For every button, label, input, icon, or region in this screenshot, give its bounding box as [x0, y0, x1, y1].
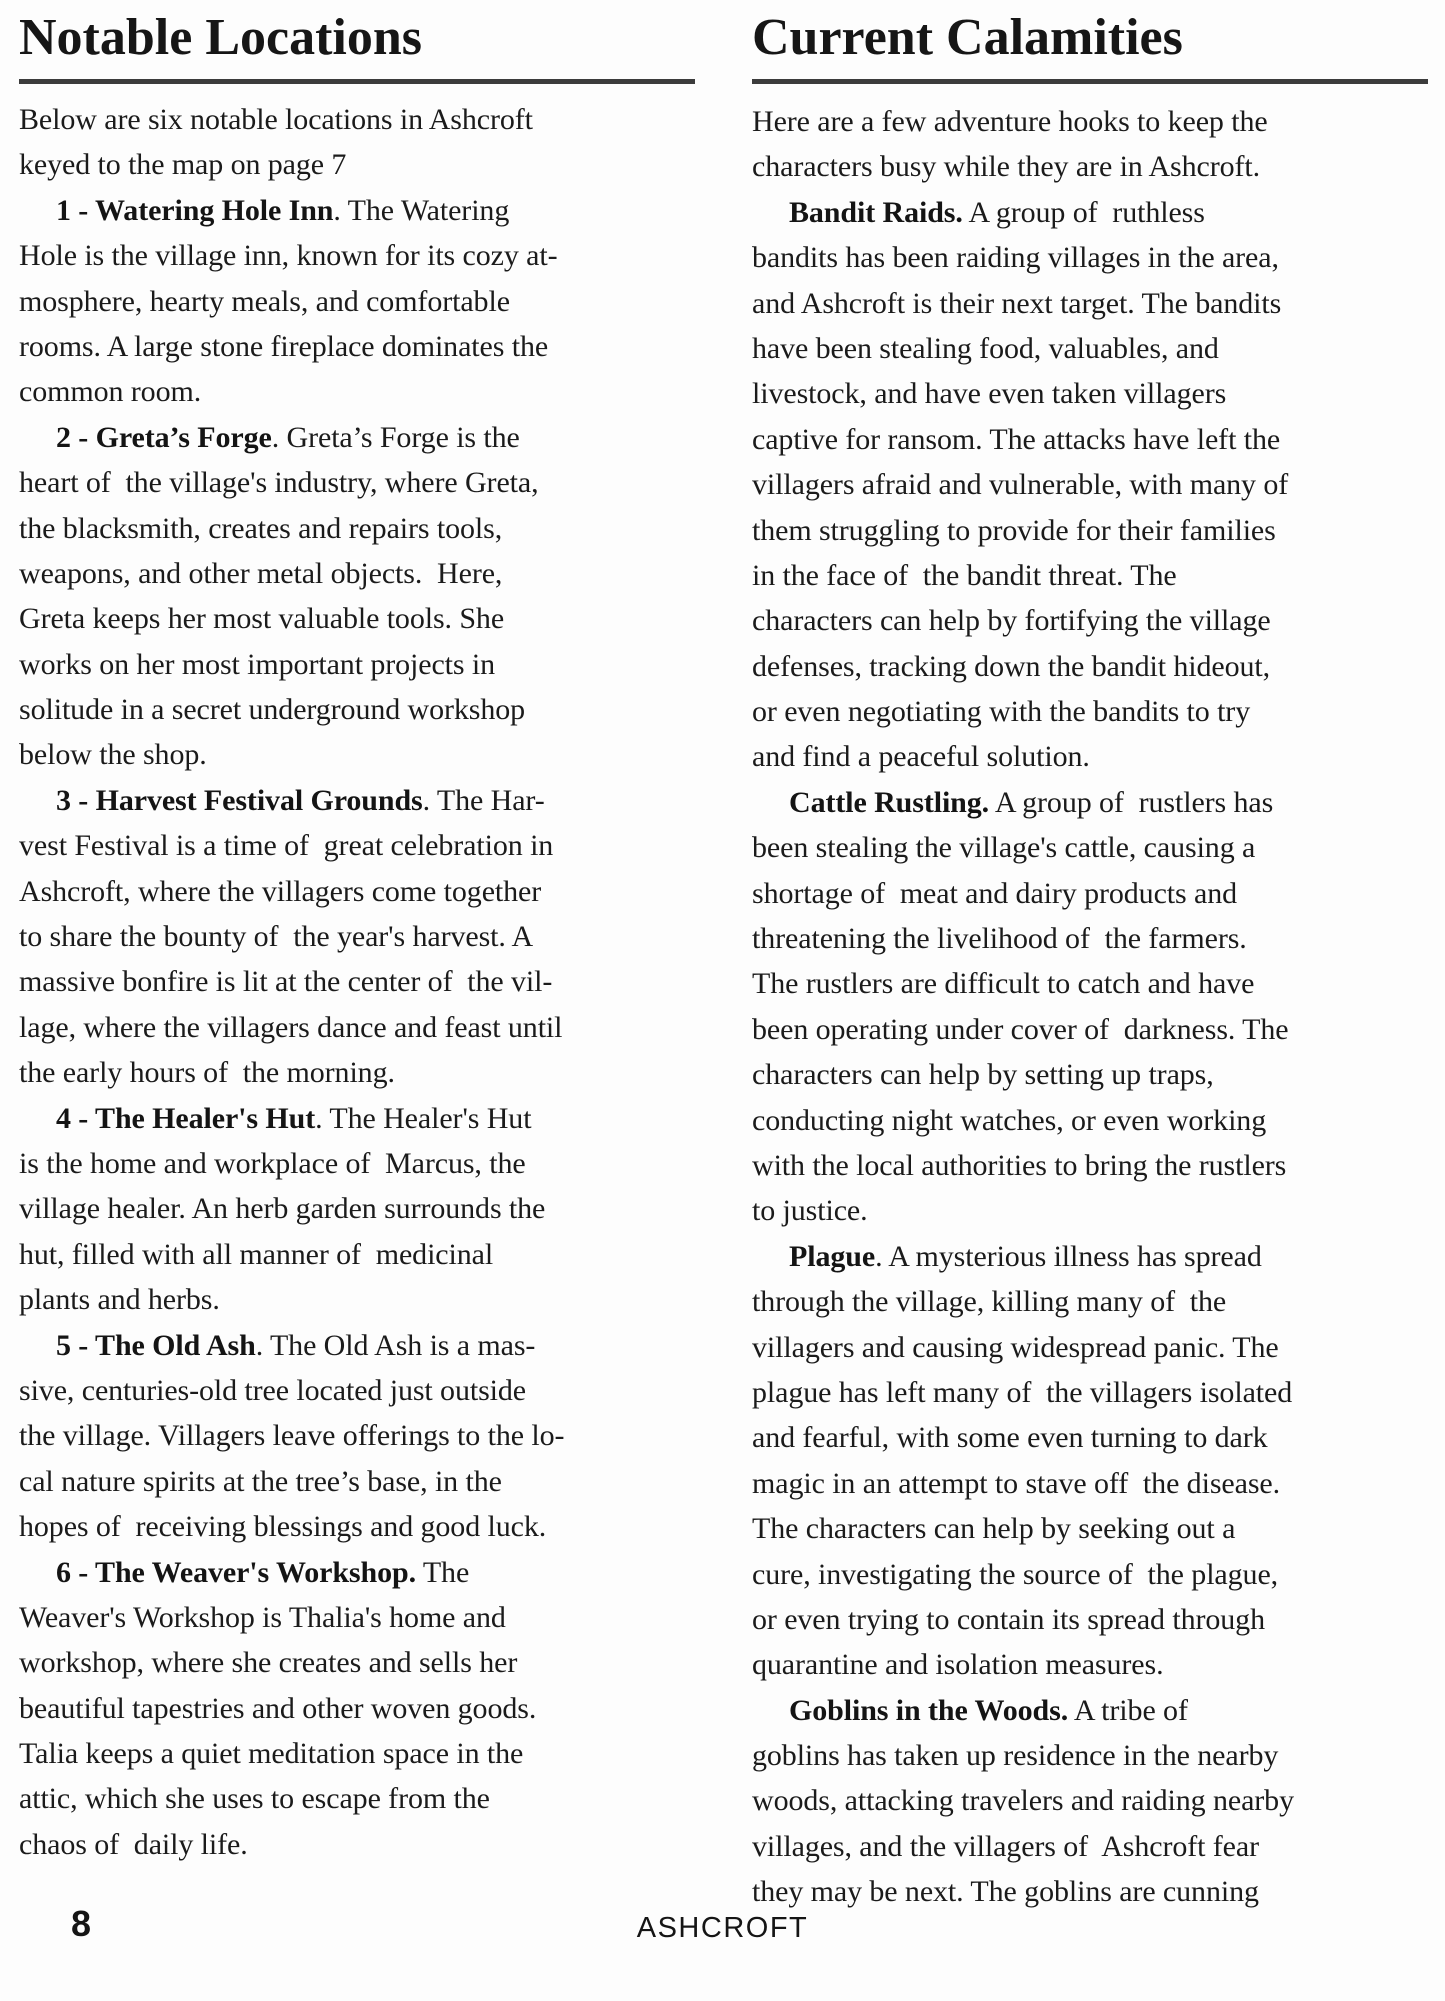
text-line: Here are a few adventure hooks to keep the: [752, 105, 1268, 138]
text-line: 3 - Harvest Festival Grounds. The Har-: [56, 783, 545, 817]
text-line: villages, and the villagers of Ashcroft fear: [752, 1829, 1259, 1863]
text-line: Plague. A mysterious illness has spread: [789, 1239, 1262, 1273]
text-line: the early hours of the morning.: [19, 1056, 395, 1090]
text-line: Ashcroft, where the villagers come together: [19, 874, 542, 908]
text-line: Cattle Rustling. A group of rustlers has: [789, 785, 1274, 819]
text-line: captive for ransom. The attacks have left the: [752, 422, 1281, 456]
text-line: villagers and causing widespread panic. The: [752, 1330, 1279, 1364]
text-line: 5 - The Old Ash. The Old Ash is a mas-: [56, 1328, 536, 1362]
text-line: hopes of receiving blessings and good luck.: [19, 1510, 547, 1544]
section-title-current-calamities: Current Calamities: [752, 9, 1183, 66]
text-line: lage, where the villagers dance and feast until: [19, 1010, 563, 1044]
text-line: them struggling to provide for their families: [752, 513, 1276, 547]
title-rule: [19, 79, 695, 84]
text-line: common room.: [19, 375, 202, 409]
text-line: cure, investigating the source of the plague,: [752, 1557, 1279, 1591]
text-line: characters can help by fortifying the village: [752, 604, 1271, 638]
text-line: sive, centuries-old tree located just outside: [19, 1373, 527, 1407]
text-line: shortage of meat and dairy products and: [752, 876, 1238, 910]
text-line: 2 - Greta’s Forge. Greta’s Forge is the: [56, 420, 520, 454]
footer-book-title: ASHCROFT: [636, 1912, 809, 1944]
title-rule: [752, 79, 1428, 84]
page-number: 8: [71, 1903, 92, 1944]
text-line: through the village, killing many of the: [752, 1285, 1227, 1319]
section-title-notable-locations: Notable Locations: [19, 9, 422, 66]
text-line: and fearful, with some even turning to dark: [752, 1421, 1268, 1455]
text-line: magic in an attempt to stave off the disease.: [752, 1466, 1281, 1500]
text-line: Below are six notable locations in Ashcroft: [19, 103, 533, 136]
text-line: weapons, and other metal objects. Here,: [19, 556, 503, 590]
text-line: defenses, tracking down the bandit hideout,: [752, 649, 1271, 683]
text-line: rooms. A large stone fireplace dominates the: [19, 329, 549, 363]
column-body: [19, 97, 695, 1867]
column-body: [752, 99, 1428, 1915]
text-line: in the face of the bandit threat. The: [752, 558, 1177, 592]
text-line: goblins has taken up residence in the nearby: [752, 1739, 1279, 1773]
text-line: to justice.: [752, 1194, 868, 1228]
text-line: massive bonfire is lit at the center of the vil-: [19, 965, 553, 999]
text-line: characters busy while they are in Ashcroft.: [752, 150, 1261, 184]
text-line: cal nature spirits at the tree’s base, in the: [19, 1464, 502, 1498]
text-line: Weaver's Workshop is Thalia's home and: [19, 1600, 506, 1634]
text-line: hut, filled with all manner of medicinal: [19, 1237, 494, 1271]
text-line: with the local authorities to bring the rustlers: [752, 1148, 1287, 1182]
text-line: been operating under cover of darkness. The: [752, 1012, 1289, 1046]
text-line: Talia keeps a quiet meditation space in the: [19, 1737, 524, 1771]
text-line: Hole is the village inn, known for its cozy at-: [19, 239, 558, 273]
text-line: plague has left many of the villagers isolated: [752, 1375, 1293, 1409]
text-line: is the home and workplace of Marcus, the: [19, 1146, 526, 1180]
text-line: 4 - The Healer's Hut. The Healer's Hut: [56, 1101, 532, 1135]
text-line: Bandit Raids. A group of ruthless: [789, 195, 1205, 229]
text-line: or even trying to contain its spread through: [752, 1602, 1265, 1636]
text-line: Greta keeps her most valuable tools. She: [19, 602, 505, 636]
text-line: to share the bounty of the year's harvest. A: [19, 920, 534, 954]
text-line: 1 - Watering Hole Inn. The Watering: [56, 193, 510, 227]
text-line: characters can help by setting up traps,: [752, 1058, 1214, 1092]
text-line: mosphere, hearty meals, and comfortable: [19, 284, 510, 318]
text-line: chaos of daily life.: [19, 1827, 248, 1861]
text-line: beautiful tapestries and other woven goods.: [19, 1691, 537, 1725]
text-line: conducting night watches, or even working: [752, 1103, 1267, 1137]
text-line: villagers afraid and vulnerable, with many of: [752, 468, 1289, 502]
text-line: village healer. An herb garden surrounds the: [19, 1192, 546, 1226]
text-line: heart of the village's industry, where Greta,: [19, 466, 539, 500]
text-line: have been stealing food, valuables, and: [752, 331, 1219, 365]
text-line: The characters can help by seeking out a: [752, 1512, 1236, 1546]
text-line: Goblins in the Woods. A tribe of: [789, 1693, 1188, 1727]
text-line: The rustlers are difficult to catch and have: [752, 967, 1255, 1001]
text-line: solitude in a secret underground workshop: [19, 693, 526, 727]
text-line: woods, attacking travelers and raiding nearby: [752, 1784, 1294, 1818]
text-line: quarantine and isolation measures.: [752, 1648, 1164, 1682]
column-current-calamities: [752, 10, 1428, 1915]
text-line: been stealing the village's cattle, causing a: [752, 831, 1256, 865]
text-line: and find a peaceful solution.: [752, 740, 1090, 774]
column-notable-locations: [19, 10, 695, 1867]
text-line: attic, which she uses to escape from the: [19, 1782, 490, 1816]
text-line: works on her most important projects in: [19, 647, 496, 681]
text-line: below the shop.: [19, 738, 207, 772]
text-line: threatening the livelihood of the farmers.: [752, 922, 1247, 956]
text-line: bandits has been raiding villages in the area,: [752, 241, 1279, 275]
text-line: 6 - The Weaver's Workshop. The: [56, 1555, 470, 1589]
text-line: workshop, where she creates and sells her: [19, 1646, 518, 1680]
text-line: keyed to the map on page 7: [19, 148, 347, 182]
text-line: vest Festival is a time of great celebration in: [19, 829, 554, 863]
text-line: and Ashcroft is their next target. The bandits: [752, 286, 1282, 320]
text-line: plants and herbs.: [19, 1283, 220, 1317]
text-line: the blacksmith, creates and repairs tools,: [19, 511, 503, 545]
text-line: they may be next. The goblins are cunning: [752, 1875, 1259, 1909]
text-line: or even negotiating with the bandits to try: [752, 695, 1251, 729]
text-line: the village. Villagers leave offerings to the lo-: [19, 1419, 565, 1453]
text-line: livestock, and have even taken villagers: [752, 377, 1227, 411]
